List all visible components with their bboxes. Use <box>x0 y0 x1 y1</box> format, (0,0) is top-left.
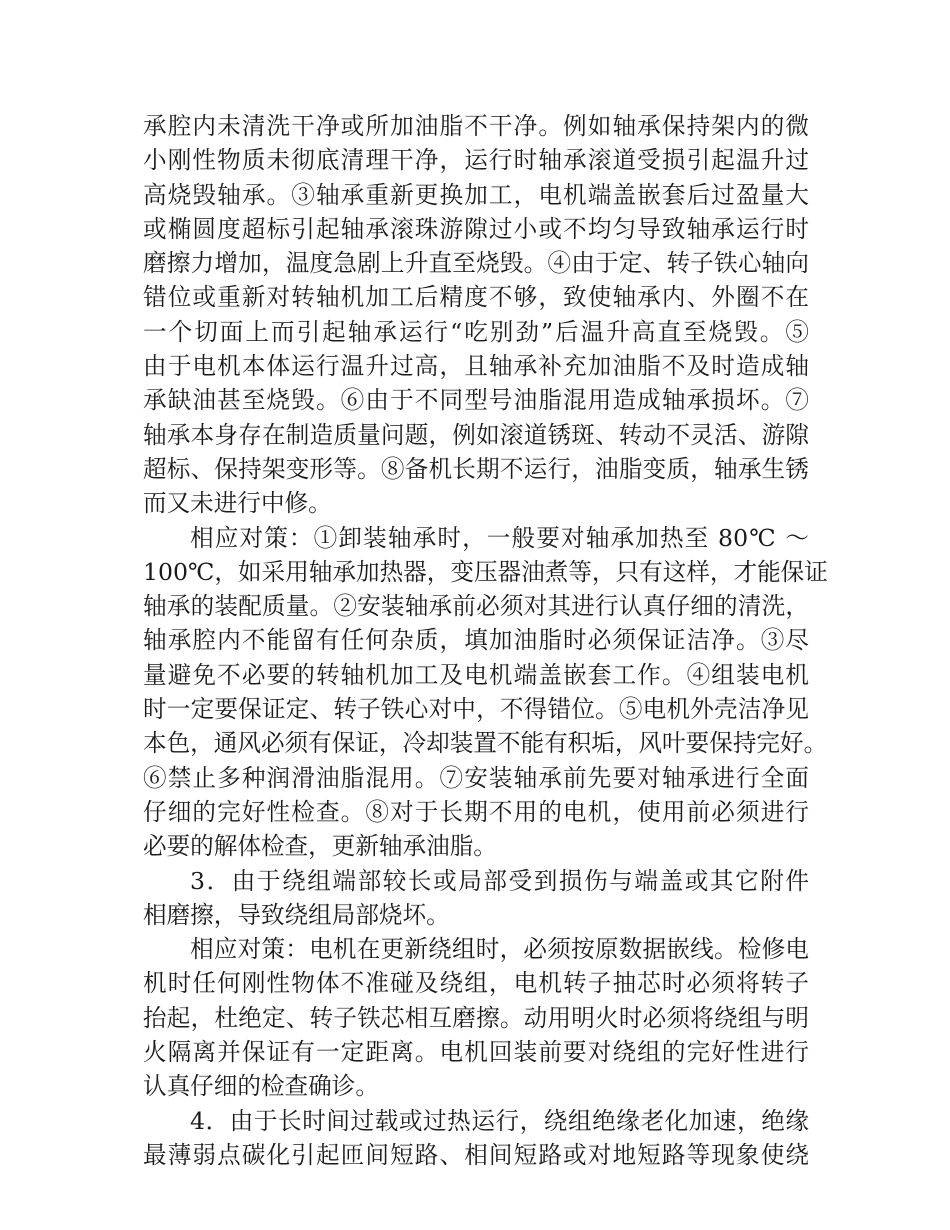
text-line: 100℃，如采用轴承加热器，变压器油煮等，只有这样，才能保证 <box>143 557 828 586</box>
text-line: 磨擦力增加，温度急剧上升直至烧毁。④由于定、转子铁心轴向 <box>143 249 809 278</box>
text-line: 或椭圆度超标引起轴承滚珠游隙过小或不均匀导致轴承运行时 <box>143 214 809 243</box>
text-line: 机时任何刚性物体不准碰及绕组，电机转子抽芯时必须将转子 <box>143 969 809 998</box>
text-line: ⑥禁止多种润滑油脂混用。⑦安装轴承前先要对轴承进行全面 <box>143 763 809 792</box>
paragraph-first-line: 4．由于长时间过载或过热运行，绕组绝缘老化加速，绝缘 <box>190 1106 809 1135</box>
text-line: 小刚性物质未彻底清理干净，运行时轴承滚道受损引起温升过 <box>143 146 809 175</box>
text-line: 最薄弱点碳化引起匝间短路、相间短路或对地短路等现象使绕 <box>143 1140 809 1169</box>
text-line: 相磨擦，导致绕组局部烧坏。 <box>143 900 450 929</box>
text-line: 必要的解体检查，更新轴承油脂。 <box>143 832 497 861</box>
text-line: 承缺油甚至烧毁。⑥由于不同型号油脂混用造成轴承损坏。⑦ <box>143 386 809 415</box>
text-line: 抬起，杜绝定、转子铁芯相互磨擦。动用明火时必须将绕组与明 <box>143 1003 809 1032</box>
text-line: 一个切面上而引起轴承运行“吃别劲”后温升高直至烧毁。⑤ <box>143 317 809 346</box>
text-line: 轴承本身存在制造质量问题，例如滚道锈斑、转动不灵活、游隙 <box>143 420 809 449</box>
text-line: 轴承腔内不能留有任何杂质，填加油脂时必须保证洁净。③尽 <box>143 626 809 655</box>
text-line: 认真仔细的检查确诊。 <box>143 1072 379 1101</box>
body-text <box>143 109 828 1172</box>
text-line: 本色，通风必须有保证，冷却装置不能有积垢，风叶要保持完好。 <box>143 729 828 758</box>
text-line: 时一定要保证定、转子铁心对中，不得错位。⑤电机外壳洁净见 <box>143 695 809 724</box>
text-line: 高烧毁轴承。③轴承重新更换加工，电机端盖嵌套后过盈量大 <box>143 180 809 209</box>
text-line: 量避免不必要的转轴机加工及电机端盖嵌套工作。④组装电机 <box>143 660 809 689</box>
text-line: 承腔内未清洗干净或所加油脂不干净。例如轴承保持架内的微 <box>143 112 809 140</box>
text-line: 由于电机本体运行温升过高，且轴承补充加油脂不及时造成轴 <box>143 352 809 381</box>
text-line: 超标、保持架变形等。⑧备机长期不运行，油脂变质，轴承生锈 <box>143 454 809 483</box>
paragraph-first-line: 相应对策：①卸装轴承时，一般要对轴承加热至 80℃ ～ <box>190 523 809 552</box>
paragraph-first-line: 相应对策：电机在更新绕组时，必须按原数据嵌线。检修电 <box>190 935 809 964</box>
paragraph-first-line: 3．由于绕组端部较长或局部受到损伤与端盖或其它附件 <box>190 866 809 895</box>
text-line: 而又未进行中修。 <box>143 489 332 518</box>
text-line: 仔细的完好性检查。⑧对于长期不用的电机，使用前必须进行 <box>143 797 809 826</box>
text-line: 错位或重新对转轴机加工后精度不够，致使轴承内、外圈不在 <box>143 283 809 312</box>
text-line: 火隔离并保证有一定距离。电机回装前要对绕组的完好性进行 <box>143 1038 809 1067</box>
text-line: 轴承的装配质量。②安装轴承前必须对其进行认真仔细的清洗， <box>143 592 809 621</box>
